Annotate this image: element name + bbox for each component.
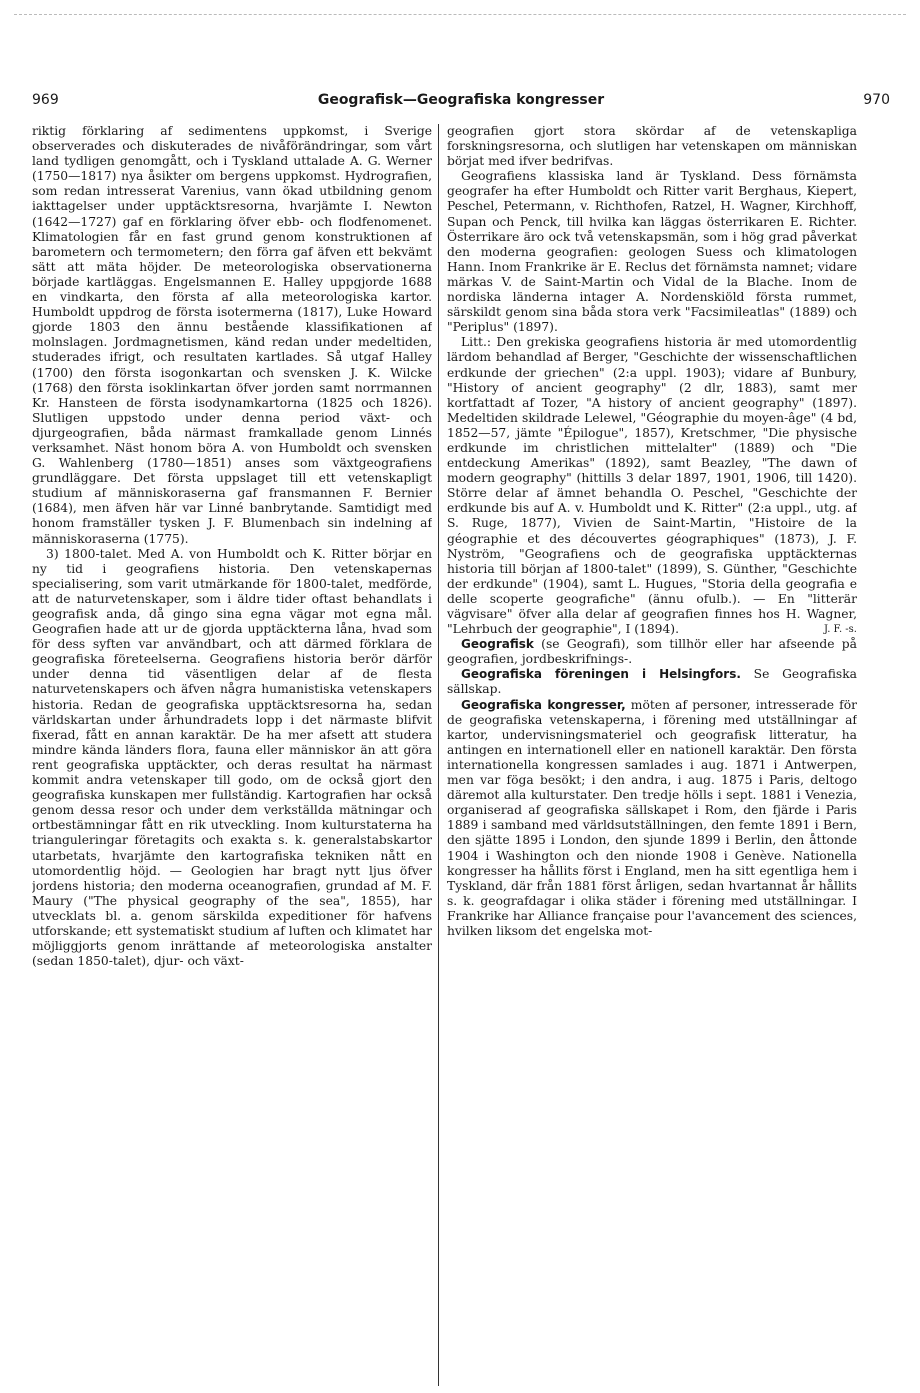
page-number-left: 969: [32, 92, 59, 108]
left-paragraph-2: 3) 1800-talet. Med A. von Humboldt och K. Ritter börjar en ny tid i geografiens historia. Den vetenskapernas specialisering, som varit utmärkande för 1800-talet, medförde, att de naturvetenskaper, som i äldre tider oftast behandlats i geografisk anda, då gingo sina egna vägar mot egna mål. Geografien hade att ur de gjorda upptäckterna låna, hvad som för dess syften var användbart, och att därmed förklara de geografiska företeelserna. Geografiens historia berör därför under denna tid väsentligen delar af de flesta naturvetenskapers och äfven några humanistiska vetenskapers historia. Redan de geografiska upptäcktsresorna ha, sedan världskartan under århundradets lopp i det närmaste blifvit fixerad, fått en annan karaktär. De ha mer afsett att studera mindre kända länders flora, fauna eller människor än att göra rent geografiska upptäckter, och deras resultat ha närmast kommit andra vetenskaper till godo, om de också gjort den geografiska kunskapen mer fullständig. Kartografien har också genom dessa resor och under dem verkställda mätningar och ortbestämningar fått en rik utveckling. Inom kulturstaterna ha trianguleringar företagits och exakta s. k. generalstabskartor utarbetats, hvarjämte den kartografiska tekniken nått en utomordentlig höjd. — Geologien har bragt nytt ljus öfver jordens historia; den moderna oceanografien, grundad af M. F. Maury ("The physical geography of the sea", 1855), har utvecklats bl. a. genom särskilda expeditioner för hafvens utforskande; ett systematiskt studium af luften och klimatet har möjliggjorts genom inrättande af meteorologiska anstalter (sedan 1850-talet), djur- och växt-: [32, 546, 432, 969]
right-column: [447, 124, 857, 1389]
page-number-right: 970: [863, 92, 890, 108]
literature-text: Litt.: Den grekiska geografiens historia är med utomordentlig lärdom behandlad af Berger, "Geschichte der wissenschaftlichen erdkunde der griechen" (2:a uppl. 1903); vidare af Bunbury, "History of ancient geography" (2 dlr, 1883), samt mer kortfattadt af Tozer, "A history of ancient geography" (1897). Medeltiden skildrade Lelewel, "Géographie du moyen-âge" (4 bd, 1852—57, jämte "Épilogue", 1857), Kretschmer, "Die physische erdkunde im christlichen mittelalter" (1889) och "Die entdeckung Amerikas" (1892), samt Beazley, "The dawn of modern geography" (hittills 3 delar 1897, 1901, 1906, till 1420). Större delar af ämnet behandla O. Peschel, "Geschichte der erdkunde bis auf A. v. Humboldt und K. Ritter" (2:a uppl., utg. af S. Ruge, 1877), Vivien de Saint-Martin, "Histoire de la géographie et des découvertes géographiques" (1873), J. F. Nyström, "Geografiens och de geografiska upptäckternas historia till början af 1800-talet" (1899), S. Günther, "Geschichte der erdkunde" (1904), samt L. Hugues, "Storia della geografia e delle scoperte geografiche" (ännu ofulb.). — En "litterär vägvisare" öfver alla delar af geografien finnes hos H. Wagner, "Lehrbuch der geographie", I (1894).: [447, 335, 857, 637]
right-paragraph-2: Geografiens klassiska land är Tyskland. Dess förnämsta geografer ha efter Humboldt och Ritter varit Berghaus, Kiepert, Peschel, Petermann, v. Richthofen, Ratzel, H. Wagner, Kirchhoff, Supan och Penck, till hvilka kan läggas österrikaren E. Richter. Österrikare äro ock två vetenskapsmän, som i hög grad påverkat den moderna geografien: geologen Suess och klimatologen Hann. Inom Frankrike är E. Reclus det förnämsta namnet; vidare märkas V. de Saint-Martin och Vidal de la Blache. Inom de nordiska länderna intager A. Nordenskiöld första rummet, särskildt genom sina båda stora verk "Facsimileatlas" (1889) och "Periplus" (1897).: [447, 169, 857, 335]
entry-geografisk: [447, 637, 857, 667]
column-divider: [438, 124, 439, 1386]
entry-body: (se Geografi), som tillhör eller har afseende på geografien, jordbeskrifnings-.: [447, 637, 857, 667]
entry-headword: Geografisk: [461, 637, 534, 652]
top-rule: [14, 14, 906, 15]
entry-headword: Geografiska kongresser,: [461, 697, 626, 712]
left-paragraph-1: riktig förklaring af sedimentens uppkomst, i Sverige observerades och diskuterades de nivåförändringar, som vårt land tydligen genomgått, och i Tyskland uttalade A. G. Werner (1750—1817) nya åsikter om bergens uppkomst. Hydrografien, som redan intresserat Varenius, vann ökad utbildning genom iakttagelser under upptäcktsresorna, hvarjämte I. Newton (1642—1727) gaf en förklaring öfver ebb- och flodfenomenet. Klimatologien får en fast grund genom konstruktionen af barometern och termometern; den förra gaf äfven ett bekvämt sätt att mäta höjder. De meteorologiska observationerna började kartläggas. Engelsmannen E. Halley uppgjorde 1688 en vindkarta, den första af alla meteorologiska kartor. Humboldt uppdrog de första isotermerna (1817), Luke Howard gjorde 1803 den ännu bestående klassifikationen af molnslagen. Jordmagnetismen, känd redan under medeltiden, studerades ifrigt, och resultaten kartlades. Så utgaf Halley (1700) den första isogonkartan och svensken J. K. Wilcke (1768) den första isoklinkartan öfver jorden samt norrmannen Kr. Hansteen de första isodynamkartorna (1825 och 1826). Slutligen uppstodo under denna period växt- och djurgeografien, båda närmast framkallade genom Linnés verksamhet. Näst honom böra A. von Humboldt och svensken G. Wahlenberg (1780—1851) anses som växtgeografiens grundläggare. Det första uppslaget till ett vetenskapligt studium af människoraserna gaf fransmannen F. Bernier (1684), men äfven här var Linné banbrytande. Samtidigt med honom framställer tysken J. F. Blumenbach sin indelning af människoraserna (1775).: [32, 124, 432, 546]
right-paragraph-1: geografien gjort stora skördar af de vetenskapliga forskningsresorna, och slutligen har vetenskapen om människan börjat med ifver bedrifvas.: [447, 124, 857, 169]
entry-geografiska-foreningen: [447, 667, 857, 697]
page-header: [32, 92, 890, 114]
literature-paragraph: [447, 335, 857, 637]
left-column: [32, 124, 432, 1389]
entry-headword: Geografiska föreningen i Helsingfors.: [461, 667, 741, 682]
author-signature: J. F. -s.: [823, 624, 857, 636]
entry-body: Se Geografiska sällskap.: [447, 667, 857, 697]
entry-geografiska-kongresser: [447, 698, 857, 940]
entry-body: möten af personer, intresserade för de geografiska vetenskaperna, i förening med utställningar af kartor, undervisningsmateriel och geografisk litteratur, ha antingen en internationell eller en nationell karaktär. Den första internationella kongressen samlades i aug. 1871 i Antwerpen, men var föga besökt; i den andra, i aug. 1875 i Paris, deltogo däremot alla kulturstater. Den tredje hölls i sept. 1881 i Venezia, organiserad af geografiska sällskapet i Rom, den fjärde i Paris 1889 i samband med världsutställningen, den femte 1891 i Bern, den sjätte 1895 i London, den sjunde 1899 i Berlin, den åttonde 1904 i Washington och den nionde 1908 i Genève. Nationella kongresser ha hållits först i England, men ha sitt egentliga hem i Tyskland, där från 1881 först årligen, sedan hvartannat år hållits s. k. geografdagar i olika städer i förening med utställningar. I Frankrike har Alliance française pour l'avancement des sciences, hvilken liksom det engelska mot-: [447, 697, 857, 938]
running-title: Geografisk—Geografiska kongresser: [317, 92, 605, 108]
